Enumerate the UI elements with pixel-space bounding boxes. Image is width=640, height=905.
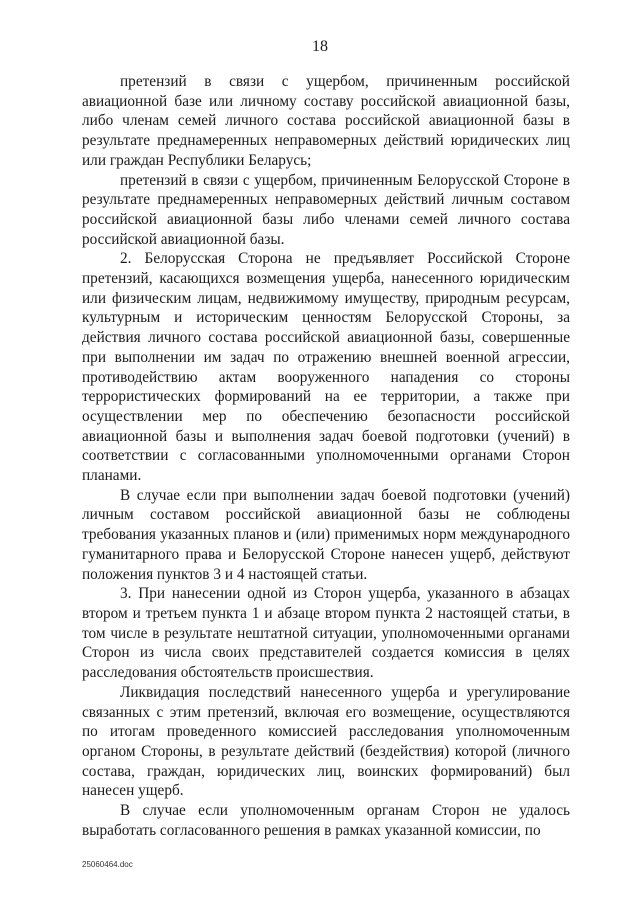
document-footer-filename: 25060464.doc xyxy=(82,860,133,869)
paragraph: 3. При нанесении одной из Сторон ущерба, указанного в абзацах втором и третьем пункта 1 и абзаце втором пункта 2 настоящей статьи, в том числе в результате нештатной ситуации, уполномоченными органами Сторон из числа своих представителей создается комиссия в целях расследования обстоятельств происшествия. xyxy=(82,585,570,682)
paragraph: претензий в связи с ущербом, причиненным российской авиационной базе или личному составу российской авиационной базы, либо членам семей личного состава российской авиационной базы в результате преднамеренных неправомерных действий юридических лиц или граждан Республики Беларусь; xyxy=(82,73,570,169)
document-body xyxy=(82,72,570,840)
paragraph: В случае если уполномоченным органам Сторон не удалось выработать согласованного решения в рамках указанной комиссии, по xyxy=(82,802,570,839)
paragraph: 2. Белорусская Сторона не предъявляет Российской Стороне претензий, касающихся возмещения ущерба, нанесенного юридическим или физическим лицам, недвижимому имуществу, природным ресурсам, культурным и историческим ценностям Белорусской Стороны, за действия личного состава российской авиационной базы, совершенные при выполнении им задач по отражению внешней военной агрессии, противодействию актам вооруженного нападения со стороны террористических формирований на ее территории, а также при осуществлении мер по обеспечению безопасности российской авиационной базы и выполнения задач боевой подготовки (учений) в соответствии с согласованными уполномоченными органами Сторон планами. xyxy=(82,250,570,485)
paragraph: Ликвидация последствий нанесенного ущерба и урегулирование связанных с этим претензий, включая его возмещение, осуществляются по итогам проведенного комиссией расследования уполномоченным органом Стороны, в результате действий (бездействия) которой (личного состава, граждан, юридических лиц, воинских формирований) был нанесен ущерб. xyxy=(82,683,570,800)
page-number: 18 xyxy=(312,38,328,55)
paragraph: В случае если при выполнении задач боевой подготовки (учений) личным составом российской авиационной базы не соблюдены требования указанных планов и (или) применимых норм международного гуманитарного права и Белорусской Стороне нанесен ущерб, действуют положения пунктов 3 и 4 настоящей статьи. xyxy=(82,486,570,583)
paragraph: претензий в связи с ущербом, причиненным Белорусской Стороне в результате преднамеренных неправомерных действий личным составом российской авиационной базы либо членами семей личного состава российской авиационной базы. xyxy=(82,171,570,248)
